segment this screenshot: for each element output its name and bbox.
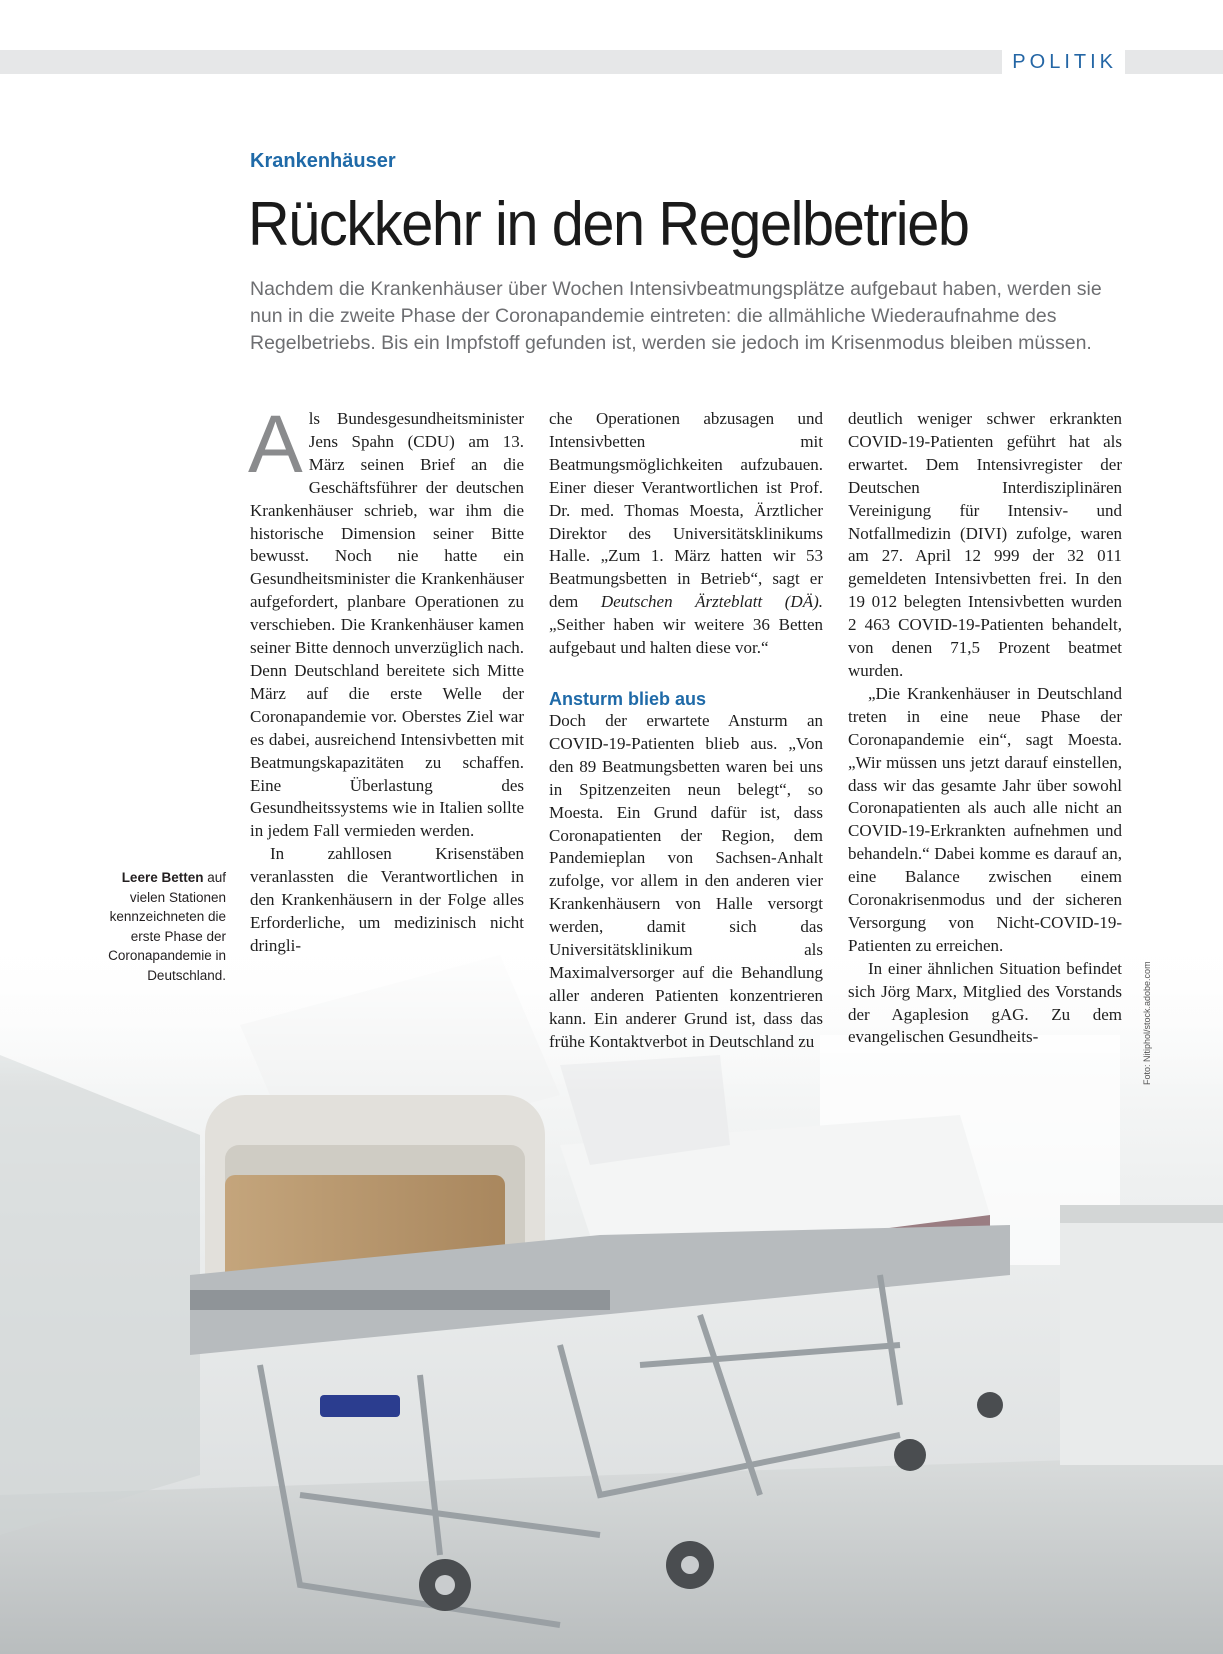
body-paragraph: „Die Krankenhäuser in Deutschland treten in eine neue Phase der Coronapandemie ein“, sagt Moesta. „Wir müssen uns jetzt darauf einstellen, dass wir das gesamte Jahr über sowohl Coronapatienten als auch alle nicht an COVID-19-Erkrankten aufnehmen und behandeln.“ Dabei komme es darauf an, eine Balance zwischen einem Coronakrisenmodus und der sicheren Versorgung von Nicht-COVID-19-Patienten zu erreichen.	[848, 683, 1122, 955]
body-paragraph: Doch der erwartete Ansturm an COVID-19-Patienten blieb aus. „Von den 89 Beatmungsbetten waren bei uns in Spitzenzeiten neun belegt“, so Moesta. Ein Grund dafür ist, dass Coronapatienten der Region, dem Pandemieplan von Sachsen-Anhalt zufolge, vor allem in den anderen vier Krankenhäusern von Halle versorgt werden, damit sich das Universitätsklinikum als Maximalversorger auf die Behandlung aller anderen Patienten konzentrieren kann. Ein anderer Grund ist, dass das frühe Kontaktverbot in Deutschland zu	[549, 710, 823, 1051]
body-text: „Seither haben wir weitere 36 Betten aufgebaut und halten diese vor.“	[549, 615, 823, 658]
article-column-3	[848, 408, 1122, 1049]
body-paragraph: deutlich weniger schwer erkrankten COVID-19-Patienten geführt hat als erwartet. Dem Intensivregister der Deutschen Interdisziplinären Vereinigung für Intensiv- und Notfallmedizin (DIVI) zufolge, waren am 27. April 12 999 der 32 011 gemeldeten Intensivbetten frei. In den 19 012 belegten Intensivbetten wurden 2 463 COVID-19-Patienten behandelt, von denen 71,5 Prozent beatmet wurden.	[848, 409, 1122, 680]
article-kicker: Krankenhäuser	[250, 150, 396, 172]
body-paragraph: ls Bundesgesundheitsminister Jens Spahn (CDU) am 13. März seinen Brief an die Geschäftsführer der deutschen Krankenhäuser schrieb, war ihm die historische Dimension seiner Bitte bewusst. Noch nie hatte ein Gesundheitsminister die Krankenhäuser aufgefordert, planbare Operationen zu verschieben. Die Krankenhäuser kamen seiner Bitte dennoch unverzüglich nach. Denn Deutschland bereitete sich Mitte März auf die erste Welle der Coronapandemie vor. Oberstes Ziel war es dabei, ausreichend Intensivbetten mit Beatmungskapazitäten zu schaffen. Eine Überlastung des Gesundheitssystems wie in Italien sollte in jedem Fall vermieden werden.	[250, 409, 524, 841]
body-paragraph: In zahllosen Krisenstäben veranlassten die Verantwortlichen in den Krankenhäusern in der Folge alles Erforderliche, um medizinisch nicht dringli-	[250, 844, 524, 955]
subheading: Ansturm blieb aus	[549, 688, 707, 709]
article-column-1	[248, 399, 524, 958]
publication-name: Deutschen Ärzteblatt (DÄ).	[600, 592, 823, 612]
photo-credit: Foto: Nitiphol/stock.adobe.com	[1142, 961, 1152, 1085]
caption-text: auf vielen Stationen kennzeichneten die erste Phase der Coronapandemie in Deutschland.	[108, 870, 226, 983]
article-column-2	[549, 408, 823, 1054]
section-label: POLITIK	[1002, 49, 1125, 75]
body-paragraph	[549, 408, 823, 660]
dropcap: A	[248, 399, 303, 490]
article-lead: Nachdem die Krankenhäuser über Wochen Intensivbeatmungsplätze aufgebaut haben, werden sie nun in die zweite Phase der Coronapandemie eintreten: die allmähliche Wiederaufnahme des Regelbetriebs. Bis ein Impfstoff gefunden ist, werden sie jedoch im Krisenmodus bleiben müssen.	[250, 278, 1102, 354]
article-headline: Rückkehr in den Regelbetrieb	[248, 190, 969, 259]
caption-bold: Leere Betten	[121, 870, 204, 885]
photo-caption	[98, 868, 226, 985]
body-paragraph: In einer ähnlichen Situation befindet sich Jörg Marx, Mitglied des Vorstands der Agaplesion gAG. Zu dem evangelischen Gesundheits-	[848, 958, 1122, 1047]
body-text: che Operationen abzusagen und Intensivbetten mit Beatmungsmöglichkeiten aufzubauen. Einer dieser Verantwortlichen ist Prof. Dr. med. Thomas Moesta, Ärztlicher Direktor des Universitätsklinikums Halle. „Zum 1. März hatten wir 53 Beatmungsbetten in Betrieb“, sagt er dem	[549, 409, 823, 612]
